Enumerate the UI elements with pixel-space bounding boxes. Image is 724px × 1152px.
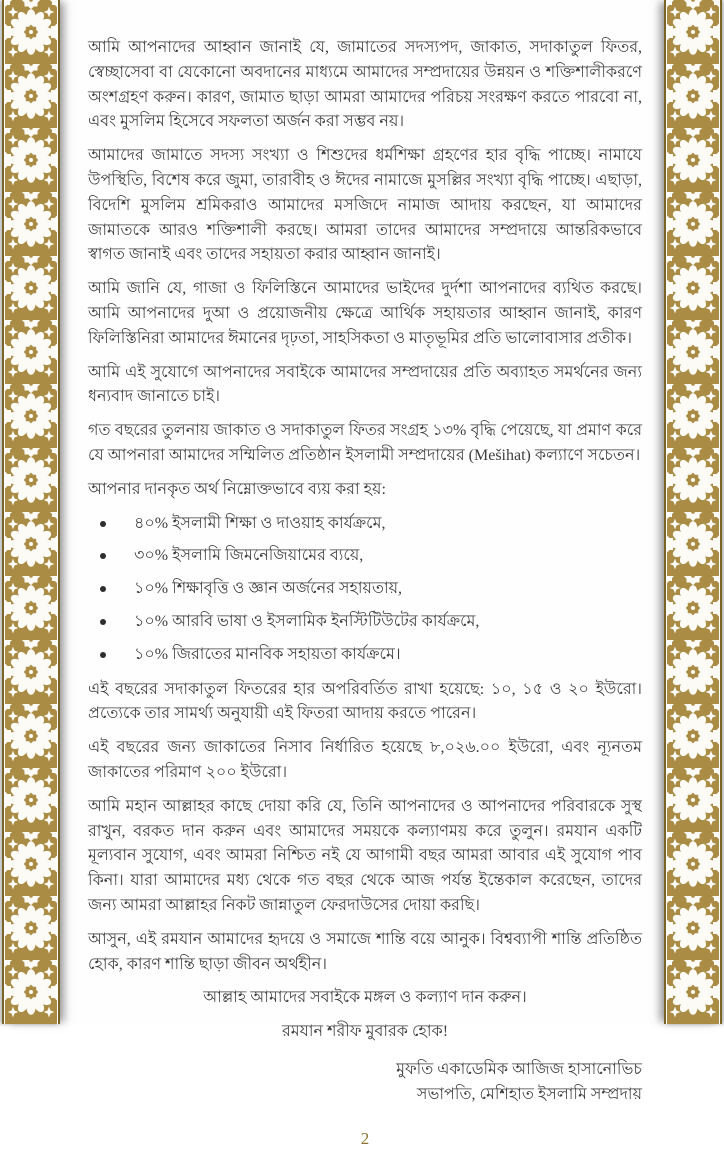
allocation-text: ৪০% ইসলামী শিক্ষা ও দাওয়াহ কার্যক্রমে, xyxy=(134,514,386,532)
paragraph-peace: আসুন, এই রমযান আমাদের হৃদয়ে ও সমাজে শান্তি বয়ে আনুক। বিশ্বব্যাপী শান্তি প্রতিষ্ঠিত হোক, কারণ শান্তি ছাড়া জীবন অর্থহীন। xyxy=(88,930,642,973)
blessing-line: আল্লাহ আমাদের সবাইকে মঙ্গল ও কল্যাণ দান করুন। xyxy=(203,989,527,1007)
paragraph-membership-growth: আমাদের জামাতে সদস্য সংখ্যা ও শিশুদের ধর্মশিক্ষা গ্রহণের হার বৃদ্ধি পাচ্ছে। নামাযে উপস্থিতি, বিশেষ করে জুমা, তারাবীহ ও ঈদের নামাজে মুসল্লির সংখ্যা বৃদ্ধি পাচ্ছে। এছাড়া, বিদেশি মুসলিম শ্রমিকরাও আমাদের মসজিদে নামাজ আদায় করছেন, যা আমাদের জামাতকে আরও শক্তিশালী করছে। আমরা তাদের আমাদের সম্প্রদায়ে আন্তরিকভাবে স্বাগত জানাই এবং তাদের সহায়তা করার আহ্বান জানাই। xyxy=(88,147,642,264)
allocation-text: ১০% শিক্ষাবৃত্তি ও জ্ঞান অর্জনের সহায়তায়, xyxy=(134,580,403,598)
signature-name: মুফতি একাডেমিক আজিজ হাসানোভিচ xyxy=(396,1060,642,1078)
paragraph-collection-increase: গত বছরের তুলনায় জাকাত ও সদাকাতুল ফিতর সংগ্রহ ১৩% বৃদ্ধি পেয়েছে, যা প্রমাণ করে যে আপনারা আমাদের সম্মিলিত প্রতিষ্ঠান ইসলামী সম্প্রদায়ের (Mešihat) কল্যাণে সচেতন। xyxy=(88,422,642,464)
allocation-item xyxy=(88,643,642,668)
allocation-item xyxy=(88,544,642,569)
islamic-star-lattice-icon xyxy=(667,0,719,1024)
page-number: 2 xyxy=(360,1129,370,1149)
bullet-dot-icon xyxy=(100,521,106,527)
letter-body xyxy=(88,36,642,1152)
islamic-star-pattern-border-right-icon xyxy=(664,0,722,1024)
allocation-text: ১০% জিরাতের মানবিক সহায়তা কার্যক্রমে। xyxy=(134,645,401,663)
signature-title: সভাপতি, মেশিহাত ইসলামি সম্প্রদায় xyxy=(416,1086,642,1104)
signature-block xyxy=(88,1057,642,1108)
allocation-item xyxy=(88,577,642,602)
allocation-text: ৩০% ইসলামি জিমনেজিয়ামের ব্যয়ে, xyxy=(134,547,364,565)
paragraph-nisab: এই বছরের জন্য জাকাতের নিসাব নির্ধারিত হয়েছে ৮,০২৬.০০ ইউরো, এবং ন্যূনতম জাকাতের পরিমাণ ২০০ ইউরো। xyxy=(88,739,642,781)
allocation-text: ১০% আরবি ভাষা ও ইসলামিক ইনস্টিটিউটের কার্যক্রমে, xyxy=(134,612,480,630)
bullet-dot-icon xyxy=(100,553,106,559)
paragraph-fitr-rates: এই বছরের সদাকাতুল ফিতরের হার অপরিবর্তিত রাখা হয়েছে: ১০, ১৫ ও ২০ ইউরো। প্রত্যেকে তার সামর্থ্য অনুযায়ী এই ফিতরা আদায় করতে পারেন। xyxy=(88,680,642,723)
bullet-dot-icon xyxy=(100,652,106,658)
islamic-star-pattern-border-left-icon xyxy=(2,0,60,1024)
paragraph-invitation: আমি আপনাদের আহ্বান জানাই যে, জামাতের সদস্যপদ, জাকাত, সদাকাতুল ফিতর, স্বেচ্ছাসেবা বা যেকোনো অবদানের মাধ্যমে আমাদের সম্প্রদায়ের উন্নয়ন ও শক্তিশালীকরণে অংশগ্রহণ করুন। কারণ, জামাত ছাড়া আমরা আমাদের পরিচয় সংরক্ষণ করতে পারবো না, এবং মুসলিম হিসেবে সফলতা অর্জন করা সম্ভব নয়। xyxy=(88,39,642,131)
paragraph-gaza-palestine: আমি জানি যে, গাজা ও ফিলিস্তিনে আমাদের ভাইদের দুর্দশা আপনাদের ব্যথিত করছে। আমি আপনাদের দুআ ও প্রয়োজনীয় ক্ষেত্রে আর্থিক সহায়তার আহ্বান জানাই, কারণ ফিলিস্তিনিরা আমাদের ঈমানের দৃঢ়তা, সাহসিকতা ও মাতৃভূমির প্রতি ভালোবাসার প্রতীক। xyxy=(88,280,642,347)
allocation-item xyxy=(88,512,642,537)
paragraph-allocation-intro: আপনার দানকৃত অর্থ নিম্নোক্তভাবে ব্যয় করা হয়: xyxy=(88,480,386,498)
allocation-item xyxy=(88,610,642,635)
bullet-dot-icon xyxy=(100,619,106,625)
allocation-list xyxy=(88,512,642,668)
islamic-star-lattice-icon xyxy=(5,0,57,1024)
paragraph-dua: আমি মহান আল্লাহর কাছে দোয়া করি যে, তিনি আপনাদের ও আপনাদের পরিবারকে সুস্থ রাখুন, বরকত দান করুন এবং আমাদের সময়কে কল্যাণময় করে তুলুন। রমযান একটি মূল্যবান সুযোগ, এবং আমরা নিশ্চিত নই যে আগামী বছর আমরা আবার এই সুযোগ পাব কিনা। যারা আমাদের মধ্য থেকে গত বছর থেকে আজ পর্যন্ত ইন্তেকাল করেছেন, তাদের জন্য আমরা আল্লাহর নিকট জান্নাতুল ফেরদাউসের দোয়া করছি। xyxy=(88,797,642,914)
paragraph-thanks: আমি এই সুযোগে আপনাদের সবাইকে আমাদের সম্প্রদায়ের প্রতি অব্যাহত সমর্থনের জন্য ধন্যবাদ জানাতে চাই। xyxy=(88,363,642,406)
bullet-dot-icon xyxy=(100,586,106,592)
ramadan-mubarak-line: রমযান শরীফ মুবারক হোক! xyxy=(281,1023,449,1041)
